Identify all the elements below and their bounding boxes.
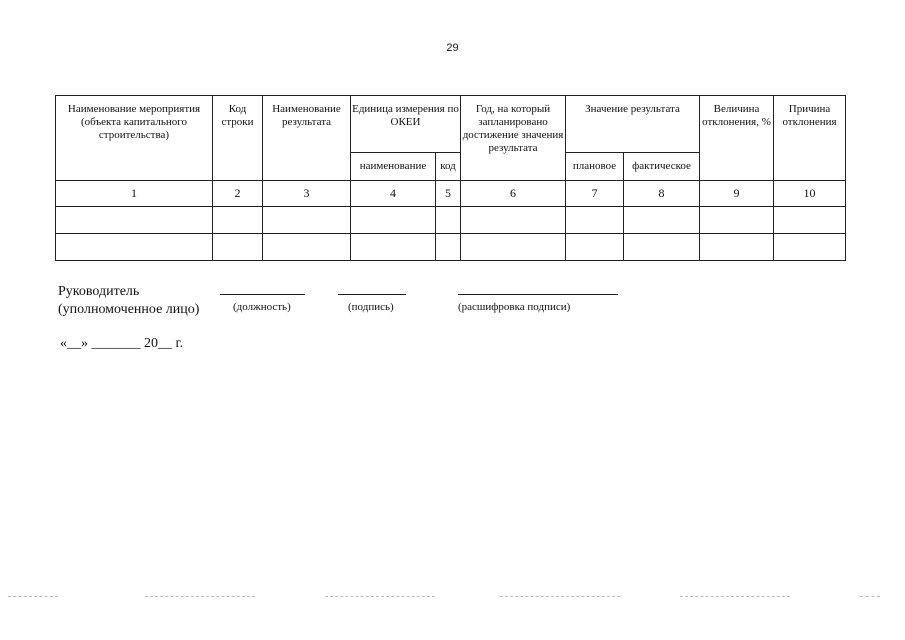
report-table (55, 95, 846, 261)
decoding-caption: (расшифровка подписи) (458, 301, 571, 313)
header-row-top (56, 96, 846, 153)
table-cell[interactable] (624, 207, 700, 234)
table-cell[interactable] (351, 207, 436, 234)
table-row (56, 207, 846, 234)
page-number: 29 (446, 42, 459, 54)
header-row-code: Код строки (213, 96, 263, 181)
table-cell[interactable] (213, 234, 263, 261)
scan-edge-mark (860, 596, 880, 597)
sign-line (338, 283, 406, 295)
scan-edge-mark (680, 596, 790, 597)
scan-edge-mark (8, 596, 58, 597)
table-cell[interactable] (351, 234, 436, 261)
table-cell[interactable] (774, 207, 846, 234)
header-unit: Единица измерения по ОКЕИ (351, 96, 461, 153)
header-deviation: Величина отклонения, % (700, 96, 774, 181)
table-cell[interactable] (263, 207, 351, 234)
table-cell[interactable] (461, 207, 566, 234)
table-cell[interactable] (624, 234, 700, 261)
header-actual: фактическое (624, 153, 700, 181)
table-cell[interactable] (566, 234, 624, 261)
position-field[interactable] (220, 283, 305, 313)
decoding-field[interactable] (458, 283, 618, 313)
table-cell[interactable] (213, 207, 263, 234)
header-year: Год, на который запланировано достижение значения результата (461, 96, 566, 181)
table-row (56, 234, 846, 261)
header-unit-name: наименование (351, 153, 436, 181)
column-number: 2 (213, 181, 263, 207)
column-number-row (56, 181, 846, 207)
sign-field[interactable] (338, 283, 406, 313)
header-deviation-reason: Причина отклонения (774, 96, 846, 181)
table-cell[interactable] (700, 234, 774, 261)
header-planned: плановое (566, 153, 624, 181)
table-cell[interactable] (56, 234, 213, 261)
header-result-value: Значение результата (566, 96, 700, 153)
table-cell[interactable] (436, 234, 461, 261)
header-unit-code: код (436, 153, 461, 181)
table-cell[interactable] (774, 234, 846, 261)
date-line[interactable]: «__» _______ 20__ г. (60, 336, 184, 351)
table-cell[interactable] (566, 207, 624, 234)
column-number: 5 (436, 181, 461, 207)
signer-title-line1: Руководитель (58, 284, 140, 299)
position-caption: (должность) (233, 301, 291, 313)
table-cell[interactable] (56, 207, 213, 234)
column-number: 9 (700, 181, 774, 207)
scan-edge-mark (500, 596, 620, 597)
signer-title-line2: (уполномоченное лицо) (58, 302, 200, 317)
header-event-name: Наименование мероприятия (объекта капитального строительства) (56, 96, 213, 181)
column-number: 4 (351, 181, 436, 207)
column-number: 10 (774, 181, 846, 207)
sign-caption: (подпись) (348, 301, 394, 313)
table-cell[interactable] (263, 234, 351, 261)
signer-title (58, 283, 199, 319)
decoding-line (458, 283, 618, 295)
column-number: 3 (263, 181, 351, 207)
header-result-name: Наименование результата (263, 96, 351, 181)
table-cell[interactable] (436, 207, 461, 234)
column-number: 1 (56, 181, 213, 207)
table-cell[interactable] (461, 234, 566, 261)
column-number: 8 (624, 181, 700, 207)
position-line (220, 283, 305, 295)
column-number: 6 (461, 181, 566, 207)
scan-edge-mark (145, 596, 255, 597)
column-number: 7 (566, 181, 624, 207)
scan-edge-mark (325, 596, 435, 597)
table-cell[interactable] (700, 207, 774, 234)
signature-block (58, 283, 858, 323)
